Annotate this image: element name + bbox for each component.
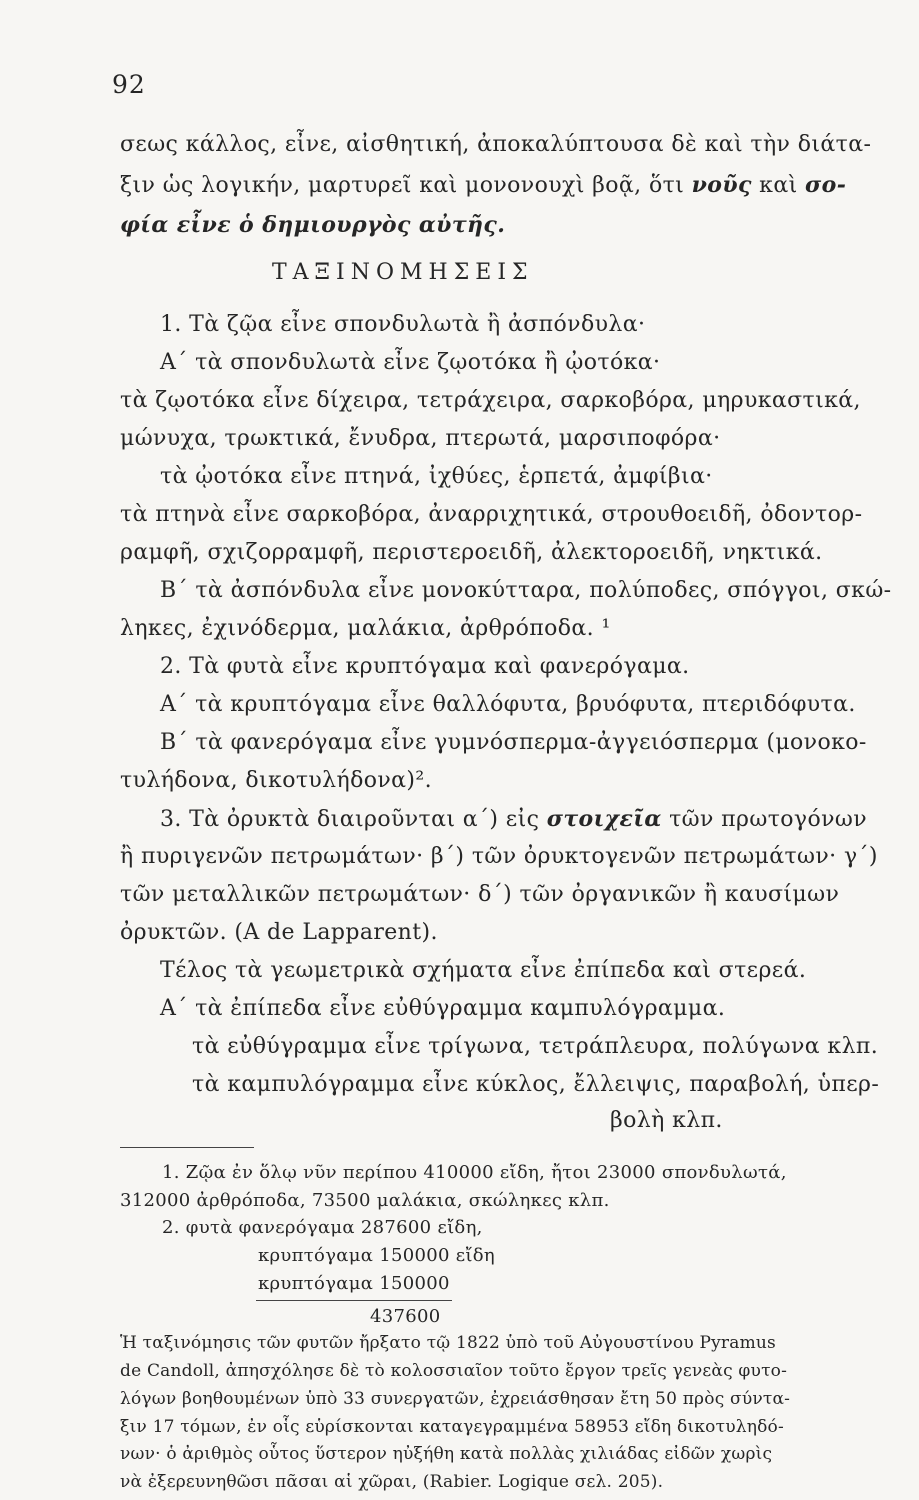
- text-line: τῶν μεταλλικῶν πετρωμάτων· δ΄) τῶν ὀργανικῶν ἢ καυσίμων: [120, 882, 840, 907]
- emphasis-text: σο-: [805, 172, 847, 198]
- emphasis-text: νοῦς: [691, 172, 752, 198]
- emphasis-line: φία εἶνε ὁ δημιουργὸς αὐτῆς.: [120, 212, 506, 238]
- text-line: Α΄ τὰ σπονδυλωτὰ εἶνε ζῳοτόκα ἢ ᾠοτόκα·: [160, 350, 661, 375]
- footnote-line: κρυπτόγαμα 150000: [258, 1272, 450, 1294]
- footnote-line: Ἡ ταξινόμησις τῶν φυτῶν ἤρξατο τῷ 1822 ὑπὸ τοῦ Αὐγουστίνου Pyramus: [120, 1333, 776, 1354]
- text-line: τὰ πτηνὰ εἶνε σαρκοβόρα, ἀναρριχητικά, στρουθοειδῆ, ὀδοντορ-: [120, 502, 863, 527]
- section-heading: ΤΑΞΙΝΟΜΗΣΕΙΣ: [272, 260, 534, 285]
- text-line: τὰ εὐθύγραμμα εἶνε τρίγωνα, τετράπλευρα, πολύγωνα κλπ.: [192, 1034, 879, 1059]
- footnote-line: λόγων βοηθουμένων ὑπὸ 33 συνεργατῶν, ἐχρειάσθησαν ἔτη 50 πρὸς σύντα-: [120, 1388, 791, 1409]
- text-segment: τῶν πρωτογόνων: [661, 807, 868, 832]
- footnote-sum: 437600: [370, 1305, 441, 1327]
- footnote-line: 2. φυτὰ φανερόγαμα 287600 εἴδη,: [162, 1217, 483, 1239]
- text-line: τὰ ᾠοτόκα εἶνε πτηνά, ἰχθύες, ἑρπετά, ἀμφίβια·: [160, 464, 713, 489]
- emphasis-text: στοιχεῖα: [546, 806, 662, 832]
- footnote-line: ξιν 17 τόμων, ἐν οἷς εὑρίσκονται καταγεγραμμένα 58953 εἴδη δικοτυληδό-: [120, 1416, 784, 1437]
- footnote-line: 312000 ἀρθρόποδα, 73500 μαλάκια, σκώληκες κλπ.: [120, 1189, 610, 1211]
- footnote-line: νων· ὁ ἀριθμὸς οὗτος ὕστερον ηὐξήθη κατὰ πολλὰς χιλιάδας εἰδῶν χωρὶς: [120, 1444, 773, 1465]
- text-line: τυλήδονα, δικοτυλήδονα)².: [120, 768, 433, 793]
- text-line: Α΄ τὰ ἐπίπεδα εἶνε εὐθύγραμμα καμπυλόγραμμα.: [160, 996, 726, 1021]
- text-line: Α΄ τὰ κρυπτόγαμα εἶνε θαλλόφυτα, βρυόφυτα, πτεριδόφυτα.: [160, 692, 856, 717]
- page-number: 92: [112, 70, 146, 99]
- text-line: [160, 806, 867, 832]
- sum-divider: [256, 1300, 452, 1301]
- text-segment: ξιν ὡς λογικήν, μαρτυρεῖ καὶ μονονουχὶ βοᾷ, ὅτι: [120, 173, 692, 198]
- footnote-divider: [120, 1147, 254, 1148]
- text-line: 1. Τὰ ζῷα εἶνε σπονδυλωτὰ ἢ ἀσπόνδυλα·: [160, 312, 646, 337]
- text-line: Β΄ τὰ φανερόγαμα εἶνε γυμνόσπερμα-ἀγγειόσπερμα (μονοκο-: [160, 730, 867, 755]
- text-line: τὰ ζῳοτόκα εἶνε δίχειρα, τετράχειρα, σαρκοβόρα, μηρυκαστικά,: [120, 388, 861, 413]
- text-line: [120, 172, 846, 198]
- footnote-line: νὰ ἐξερευνηθῶσι πᾶσαι αἱ χῶραι, (Rabier. Logique σελ. 205).: [120, 1472, 664, 1492]
- text-segment: 3. Τὰ ὀρυκτὰ διαιροῦνται α΄) εἰς: [160, 807, 547, 832]
- text-line: Β΄ τὰ ἀσπόνδυλα εἶνε μονοκύτταρα, πολύποδες, σπόγγοι, σκώ-: [160, 578, 892, 603]
- footnote-line: κρυπτόγαμα 150000 εἴδη: [258, 1245, 495, 1267]
- text-line: ἢ πυριγενῶν πετρωμάτων· β΄) τῶν ὀρυκτογενῶν πετρωμάτων· γ΄): [120, 844, 878, 869]
- text-line: σεως κάλλος, εἶνε, αἰσθητική, ἀποκαλύπτουσα δὲ καὶ τὴν διάτα-: [120, 132, 872, 157]
- footnote-line: de Candoll, ἀπησχόλησε δὲ τὸ κολοσσιαῖον τοῦτο ἔργον τρεῖς γενεὰς φυτο-: [120, 1361, 788, 1382]
- text-line: ὀρυκτῶν. (A de Lapparent).: [120, 920, 438, 945]
- text-segment: καὶ: [751, 173, 805, 198]
- text-line: ληκες, ἐχινόδερμα, μαλάκια, ἀρθρόποδα. ¹: [120, 616, 611, 641]
- text-line: Τέλος τὰ γεωμετρικὰ σχήματα εἶνε ἐπίπεδα καὶ στερεά.: [160, 958, 807, 983]
- footnote-line: 1. Ζῷα ἐν ὅλῳ νῦν περίπου 410000 εἴδη, ἤτοι 23000 σπονδυλωτά,: [162, 1162, 787, 1183]
- text-line: τὰ καμπυλόγραμμα εἶνε κύκλος, ἔλλειψις, παραβολή, ὑπερ-: [192, 1072, 880, 1097]
- text-line: μώνυχα, τρωκτικά, ἔνυδρα, πτερωτά, μαρσιποφόρα·: [120, 426, 721, 451]
- text-line: ραμφῆ, σχιζορραμφῆ, περιστεροειδῆ, ἀλεκτοροειδῆ, νηκτικά.: [120, 540, 823, 565]
- text-line: βολὴ κλπ.: [610, 1108, 723, 1133]
- text-line: 2. Τὰ φυτὰ εἶνε κρυπτόγαμα καὶ φανερόγαμα.: [160, 654, 690, 679]
